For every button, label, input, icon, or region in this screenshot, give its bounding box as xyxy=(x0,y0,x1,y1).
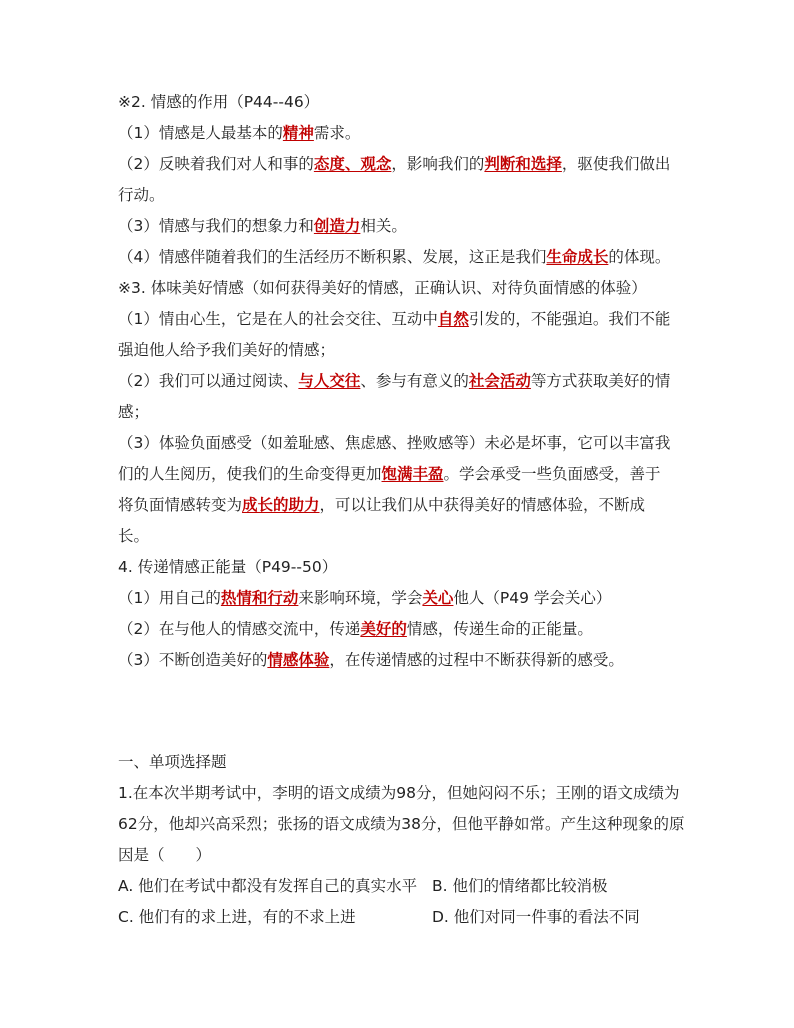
text: （1）情由心生，它是在人的社会交往、互动中 xyxy=(118,310,438,328)
text: （2）在与他人的情感交流中，传递 xyxy=(118,620,361,638)
section-3-title: ※3. 体味美好情感（如何获得美好的情感，正确认识、对待负面情感的体验） xyxy=(118,279,647,297)
text: ，驱使我们做出 xyxy=(561,155,671,173)
section-3-item-1-cont: 强迫他人给予我们美好的情感； xyxy=(118,341,336,359)
section-4-title: 4. 传递情感正能量（P49--50） xyxy=(118,558,338,576)
text: ，影响我们的 xyxy=(391,155,485,173)
text: 情感，传递生命的正能量。 xyxy=(406,620,593,638)
text: （3）不断创造美好的 xyxy=(118,651,268,669)
text: （2）反映着我们对人和事的 xyxy=(118,155,314,173)
text: （1）情感是人最基本的 xyxy=(118,124,283,142)
text: ，在传递情感的过程中不断获得新的感受。 xyxy=(329,651,624,669)
question-line-3: 因是（ ） xyxy=(118,846,212,864)
section-2-item-3 xyxy=(118,216,688,236)
text: 引发的，不能强迫。我们不能 xyxy=(468,310,671,328)
section-2-item-1 xyxy=(118,123,688,143)
keyword: 判断和选择 xyxy=(484,155,562,173)
text: （3）情感与我们的想象力和 xyxy=(118,217,314,235)
section-3-item-3-cont-2 xyxy=(118,495,688,515)
keyword: 社会活动 xyxy=(468,372,531,390)
question-line-1: 1.在本次半期考试中，李明的语文成绩为98分，但她闷闷不乐；王刚的语文成绩为 xyxy=(118,784,680,802)
quiz-heading: 一、单项选择题 xyxy=(118,753,227,771)
section-2-item-4 xyxy=(118,247,688,267)
text: （1）用自己的 xyxy=(118,589,221,607)
keyword: 与人交往 xyxy=(298,372,361,390)
section-3-item-2-cont: 感； xyxy=(118,403,150,421)
keyword: 精神 xyxy=(282,124,314,142)
option-d: D. 他们对同一件事的看法不同 xyxy=(432,908,640,926)
keyword: 自然 xyxy=(437,310,469,328)
section-3-item-1 xyxy=(118,309,688,329)
text: 的体现。 xyxy=(608,248,671,266)
text: 他人（P49 学会关心） xyxy=(453,589,612,607)
text: 们的人生阅历，使我们的生命变得更加 xyxy=(118,465,382,483)
section-2-title: ※2. 情感的作用（P44--46） xyxy=(118,93,320,111)
keyword: 创造力 xyxy=(313,217,361,235)
option-b: B. 他们的情绪都比较消极 xyxy=(432,877,608,895)
keyword: 成长的助力 xyxy=(242,496,320,514)
text: 。学会承受一些负面感受，善于 xyxy=(443,465,661,483)
text: ，可以让我们从中获得美好的情感体验，不断成 xyxy=(319,496,646,514)
section-4-item-2 xyxy=(118,619,688,639)
text: 等方式获取美好的情 xyxy=(530,372,671,390)
section-4-item-1 xyxy=(118,588,688,608)
keyword: 态度、观念 xyxy=(313,155,392,173)
section-4-item-3 xyxy=(118,650,688,670)
text: 将负面情感转变为 xyxy=(118,496,243,514)
option-a: A. 他们在考试中都没有发挥自己的真实水平 xyxy=(118,877,418,895)
option-c: C. 他们有的求上进，有的不求上进 xyxy=(118,908,356,926)
section-3-item-3-cont-3: 长。 xyxy=(118,527,150,545)
question-line-2: 62分，他却兴高采烈；张扬的语文成绩为38分，但他平静如常。产生这种现象的原 xyxy=(118,815,685,833)
section-2-item-2 xyxy=(118,154,688,174)
text: （2）我们可以通过阅读、 xyxy=(118,372,299,390)
keyword: 美好的 xyxy=(360,620,407,638)
text: 相关。 xyxy=(360,217,407,235)
keyword: 饱满丰盈 xyxy=(381,465,444,483)
keyword: 热情和行动 xyxy=(220,589,299,607)
keyword: 生命成长 xyxy=(546,248,609,266)
text: （4）情感伴随着我们的生活经历不断积累、发展，这正是我们 xyxy=(118,248,547,266)
section-2-item-2-cont: 行动。 xyxy=(118,186,165,204)
keyword: 关心 xyxy=(422,589,454,607)
section-3-item-2 xyxy=(118,371,688,391)
text: 来影响环境，学会 xyxy=(298,589,423,607)
text: 需求。 xyxy=(313,124,361,142)
section-3-item-3: （3）体验负面感受（如羞耻感、焦虑感、挫败感等）未必是坏事，它可以丰富我 xyxy=(118,434,671,452)
keyword: 情感体验 xyxy=(267,651,330,669)
section-3-item-3-cont-1 xyxy=(118,464,688,484)
text: 、参与有意义的 xyxy=(360,372,469,390)
